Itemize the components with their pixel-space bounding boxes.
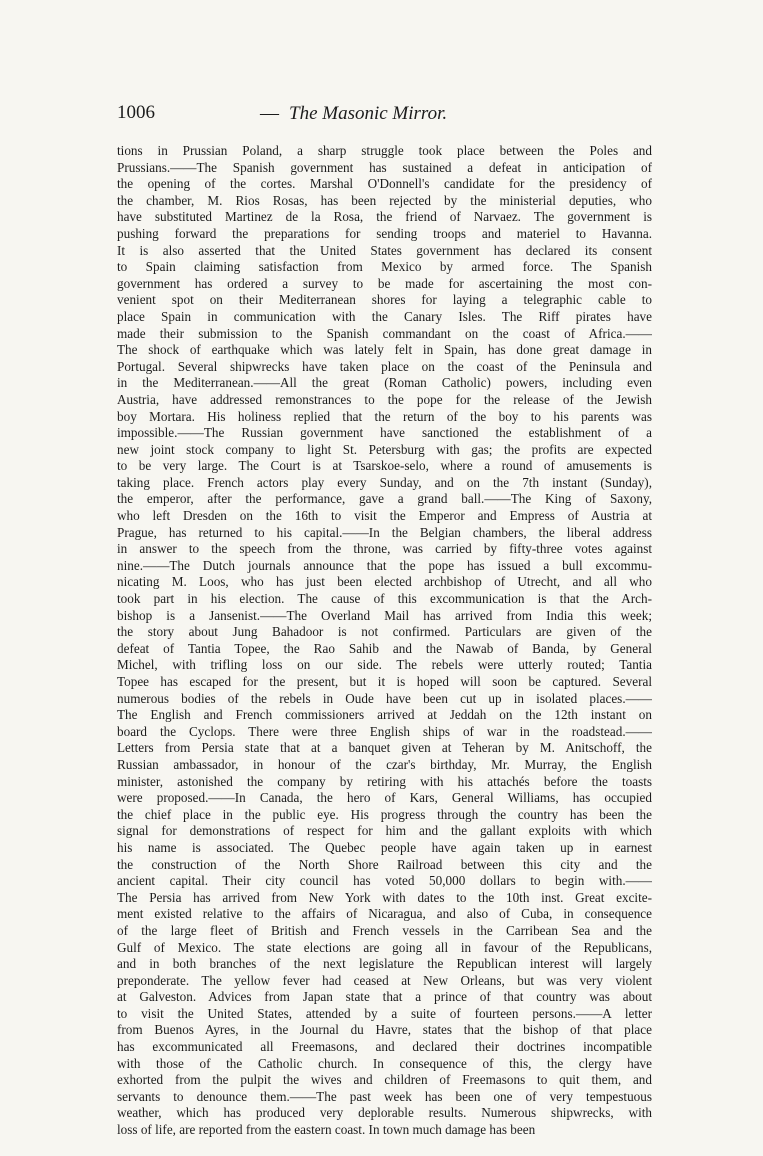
text-line: Letters from Persia state that at a banquet given at Teheran by M. Anitschoff, the xyxy=(117,740,652,756)
text-line: government has ordered a survey to be made for ascertaining the most con- xyxy=(117,275,652,291)
text-line: the construction of the North Shore Railroad between this city and the xyxy=(117,856,652,872)
text-line: to Spain claiming satisfaction from Mexico by armed force. The Spanish xyxy=(117,259,652,275)
text-line: took part in his election. The cause of this excommunication is that the Arch- xyxy=(117,591,652,607)
text-line: ancient capital. Their city council has voted 50,000 dollars to begin with.—— xyxy=(117,873,652,889)
text-line: to be very large. The Court is at Tsarskoe-selo, where a round of amusements is xyxy=(117,458,652,474)
text-line: his name is associated. The Quebec people have again taken up in earnest xyxy=(117,839,652,855)
text-line: pushing forward the preparations for sending troops and materiel to Havanna. xyxy=(117,225,652,241)
text-line: in answer to the speech from the throne, was carried by fifty-three votes against xyxy=(117,541,652,557)
text-line: The Persia has arrived from New York with dates to the 10th inst. Great excite- xyxy=(117,889,652,905)
text-line: Portugal. Several shipwrecks have taken place on the coast of the Peninsula and xyxy=(117,358,652,374)
text-line: servants to denounce them.——The past week has been one of very tempestuous xyxy=(117,1088,652,1104)
text-line: defeat of Tantia Topee, the Rao Sahib and the Nawab of Banda, by General xyxy=(117,640,652,656)
text-line: new joint stock company to light St. Petersburg with gas; the profits are expected xyxy=(117,441,652,457)
text-line: were proposed.——In Canada, the hero of Kars, General Williams, has occupied xyxy=(117,790,652,806)
text-line: in the Mediterranean.——All the great (Roman Catholic) powers, including even xyxy=(117,375,652,391)
text-line: has excommunicated all Freemasons, and declared their doctrines incompatible xyxy=(117,1039,652,1055)
text-line: minister, astonished the company by retiring with his attachés before the toasts xyxy=(117,773,652,789)
text-line: nine.——The Dutch journals announce that the pope has issued a bull excommu- xyxy=(117,557,652,573)
text-line: ment existed relative to the affairs of Nicaragua, and also of Cuba, in consequence xyxy=(117,906,652,922)
text-line: made their submission to the Spanish commandant on the coast of Africa.—— xyxy=(117,325,652,341)
text-line: impossible.——The Russian government have sanctioned the establishment of a xyxy=(117,425,652,441)
text-line: preponderate. The yellow fever had ceased at New Orleans, but was very violent xyxy=(117,972,652,988)
text-line: and in both branches of the next legislature the Republican interest will largely xyxy=(117,956,652,972)
page-header xyxy=(117,102,652,132)
text-line: place Spain in communication with the Canary Isles. The Riff pirates have xyxy=(117,308,652,324)
text-line: Prussians.——The Spanish government has sustained a defeat in anticipation of xyxy=(117,159,652,175)
text-line: Austria, have addressed remonstrances to the pope for the release of the Jewish xyxy=(117,391,652,407)
text-line: loss of life, are reported from the eastern coast. In town much damage has been xyxy=(117,1122,536,1138)
running-title-text: The Masonic Mirror. xyxy=(289,103,448,124)
text-line: boy Mortara. His holiness replied that the return of the boy to his parents was xyxy=(117,408,652,424)
text-line: the emperor, after the performance, gave a grand ball.——The King of Saxony, xyxy=(117,491,652,507)
text-line: from Buenos Ayres, in the Journal du Havre, states that the bishop of that place xyxy=(117,1022,652,1038)
text-line: the chamber, M. Rios Rosas, has been rejected by the ministerial deputies, who xyxy=(117,192,652,208)
text-line: the opening of the cortes. Marshal O'Donnell's candidate for the presidency of xyxy=(117,176,652,192)
text-line: board the Cyclops. There were three English ships of war in the roadstead.—— xyxy=(117,723,652,739)
running-title xyxy=(260,103,447,125)
article-body xyxy=(117,143,652,1139)
text-line: the story about Jung Bahadoor is not confirmed. Particulars are given of the xyxy=(117,624,652,640)
text-line: exhorted from the pulpit the wives and children of Freemasons to quit them, and xyxy=(117,1072,652,1088)
text-line: the chief place in the public eye. His progress through the country has been the xyxy=(117,806,652,822)
text-line: The shock of earthquake which was lately felt in Spain, has done great damage in xyxy=(117,342,652,358)
text-line: bishop is a Jansenist.——The Overland Mail has arrived from India this week; xyxy=(117,607,652,623)
header-dash: — xyxy=(260,103,279,124)
text-line: to visit the United States, attended by a suite of fourteen persons.——A letter xyxy=(117,1005,652,1021)
text-line: taking place. French actors play every Sunday, and on the 7th instant (Sunday), xyxy=(117,474,652,490)
text-line: with those of the Catholic church. In consequence of this, the clergy have xyxy=(117,1055,652,1071)
text-line: signal for demonstrations of respect for him and the gallant exploits with which xyxy=(117,823,652,839)
text-line: Prague, has returned to his capital.——In the Belgian chambers, the liberal address xyxy=(117,524,652,540)
text-line: Topee has escaped for the present, but it is hoped will soon be captured. Several xyxy=(117,674,652,689)
text-line: It is also asserted that the United States government has declared its consent xyxy=(117,242,652,258)
text-line: numerous bodies of the rebels in Oude have been cut up in isolated places.—— xyxy=(117,690,652,706)
text-line: at Galveston. Advices from Japan state that a prince of that country was about xyxy=(117,989,652,1005)
page-number: 1006 xyxy=(117,102,155,123)
text-line: Russian ambassador, in honour of the czar's birthday, Mr. Murray, the English xyxy=(117,756,652,772)
text-line: weather, which has produced very deplorable results. Numerous shipwrecks, with xyxy=(117,1105,652,1121)
text-line: tions in Prussian Poland, a sharp struggle took place between the Poles and xyxy=(117,143,652,158)
text-line: Gulf of Mexico. The state elections are going all in favour of the Republicans, xyxy=(117,939,652,955)
text-line: nicating M. Loos, who has just been elected archbishop of Utrecht, and all who xyxy=(117,574,652,590)
text-line: who left Dresden on the 16th to visit the Emperor and Empress of Austria at xyxy=(117,508,652,524)
text-line: of the large fleet of British and French vessels in the Carribean Sea and the xyxy=(117,922,652,938)
text-line: venient spot on their Mediterranean shores for laying a telegraphic cable to xyxy=(117,292,652,308)
text-line: The English and French commissioners arrived at Jeddah on the 12th instant on xyxy=(117,707,652,723)
text-line: have substituted Martinez de la Rosa, the friend of Narvaez. The government is xyxy=(117,209,652,225)
text-line: Michel, with trifling loss on our side. The rebels were utterly routed; Tantia xyxy=(117,657,652,673)
